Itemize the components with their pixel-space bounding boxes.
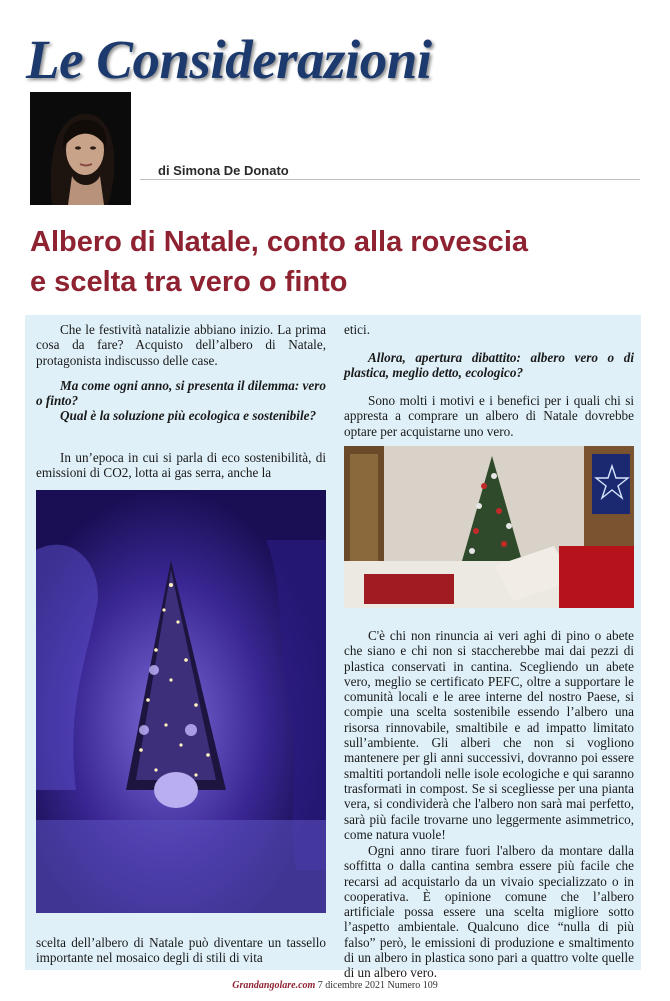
author-portrait-image: [30, 92, 131, 205]
col1-question-dilemma: Ma come ogni anno, si presenta il dilemma: vero o finto?: [36, 378, 326, 409]
col1-paragraph-intro: Che le festività natalizie abbiano inizio. La prima cosa da fare? Acquisto dell’albero di Natale, protagonista indiscusso delle case.: [36, 322, 326, 368]
page-footer: [0, 980, 670, 991]
headline-line-1: Albero di Natale, conto alla rovescia: [30, 226, 528, 258]
col2-paragraph-etici: etici.: [344, 322, 370, 337]
footer-date: 7 dicembre 2021: [317, 980, 385, 991]
col2-paragraph-benefits: Sono molti i motivi e i benefici per i quali chi si appresta a comprare un albero di Natale dovrebbe optare per acquistarne uno vero.: [344, 393, 634, 439]
section-masthead: [26, 28, 506, 92]
col1-paragraph-eco: In un’epoca in cui si parla di eco sostenibilità, di emissioni di CO2, lotta ai gas serra, anche la: [36, 450, 326, 481]
col1-question-sustainable: Qual è la soluzione più ecologica e sostenibile?: [60, 408, 317, 423]
section-title: Le Considerazioni: [26, 29, 432, 90]
christmas-tree-bedroom-photo: [344, 446, 634, 608]
footer-issue: Numero 109: [387, 980, 438, 991]
headline-line-2: e scelta tra vero o finto: [30, 266, 348, 298]
col2-paragraph-real-tree: C'è chi non rinuncia ai veri aghi di pino o abete che siano e chi non si staccherebbe mai dai pezzi di plastica conservati in cantina. Scegliendo un abete vero, meglio se certificato PEFC, oltre a supportare le comunità locali e le aree interne del nostro Paese, si compie una scelta sostenibile essendo l’albero una risorsa rinnovabile, smaltibile e ad impatto limitato sull’ambiente. Gli alberi che non si vogliono mantenere per gli anni successivi, dovranno poi essere smaltiti portandoli nelle isole ecologiche e qui saranno trasformati in compost. Se si scegliesse per una pianta vera, si condividerà che l'albero non sarà mai perfetto, sarà più facile trovarne uno leggermente asimmetrico, come natura vuole!: [344, 628, 634, 842]
christmas-tree-purple-photo: [36, 490, 326, 913]
footer-brand: Grandangolare.com: [232, 980, 316, 991]
article-headline: [30, 222, 650, 302]
author-byline: di Simona De Donato: [158, 163, 289, 178]
byline-divider: [140, 179, 640, 180]
col2-question-debate: Allora, apertura dibattito: albero vero o di plastica, meglio detto, ecologico?: [344, 350, 634, 381]
col2-paragraph-artificial-tree: Ogni anno tirare fuori l'albero da montare dalla soffitta o dalla cantina sembra essere più facile che recarsi ad acquistarlo da un vivaio specializzato o in cooperativa. È opinione comune che l’albero artificiale possa essere una scelta migliore sotto l’aspetto ambientale. Qualcuno dice “nulla di più falso” però, le emissioni di produzione e smaltimento di un albero in plastica sono pari a quattro volte quelle di un albero vero.: [344, 843, 634, 981]
author-photo: [30, 92, 131, 205]
col1-paragraph-continuation: scelta dell’albero di Natale può diventare un tassello importante nel mosaico degli di stili di vita: [36, 935, 326, 966]
